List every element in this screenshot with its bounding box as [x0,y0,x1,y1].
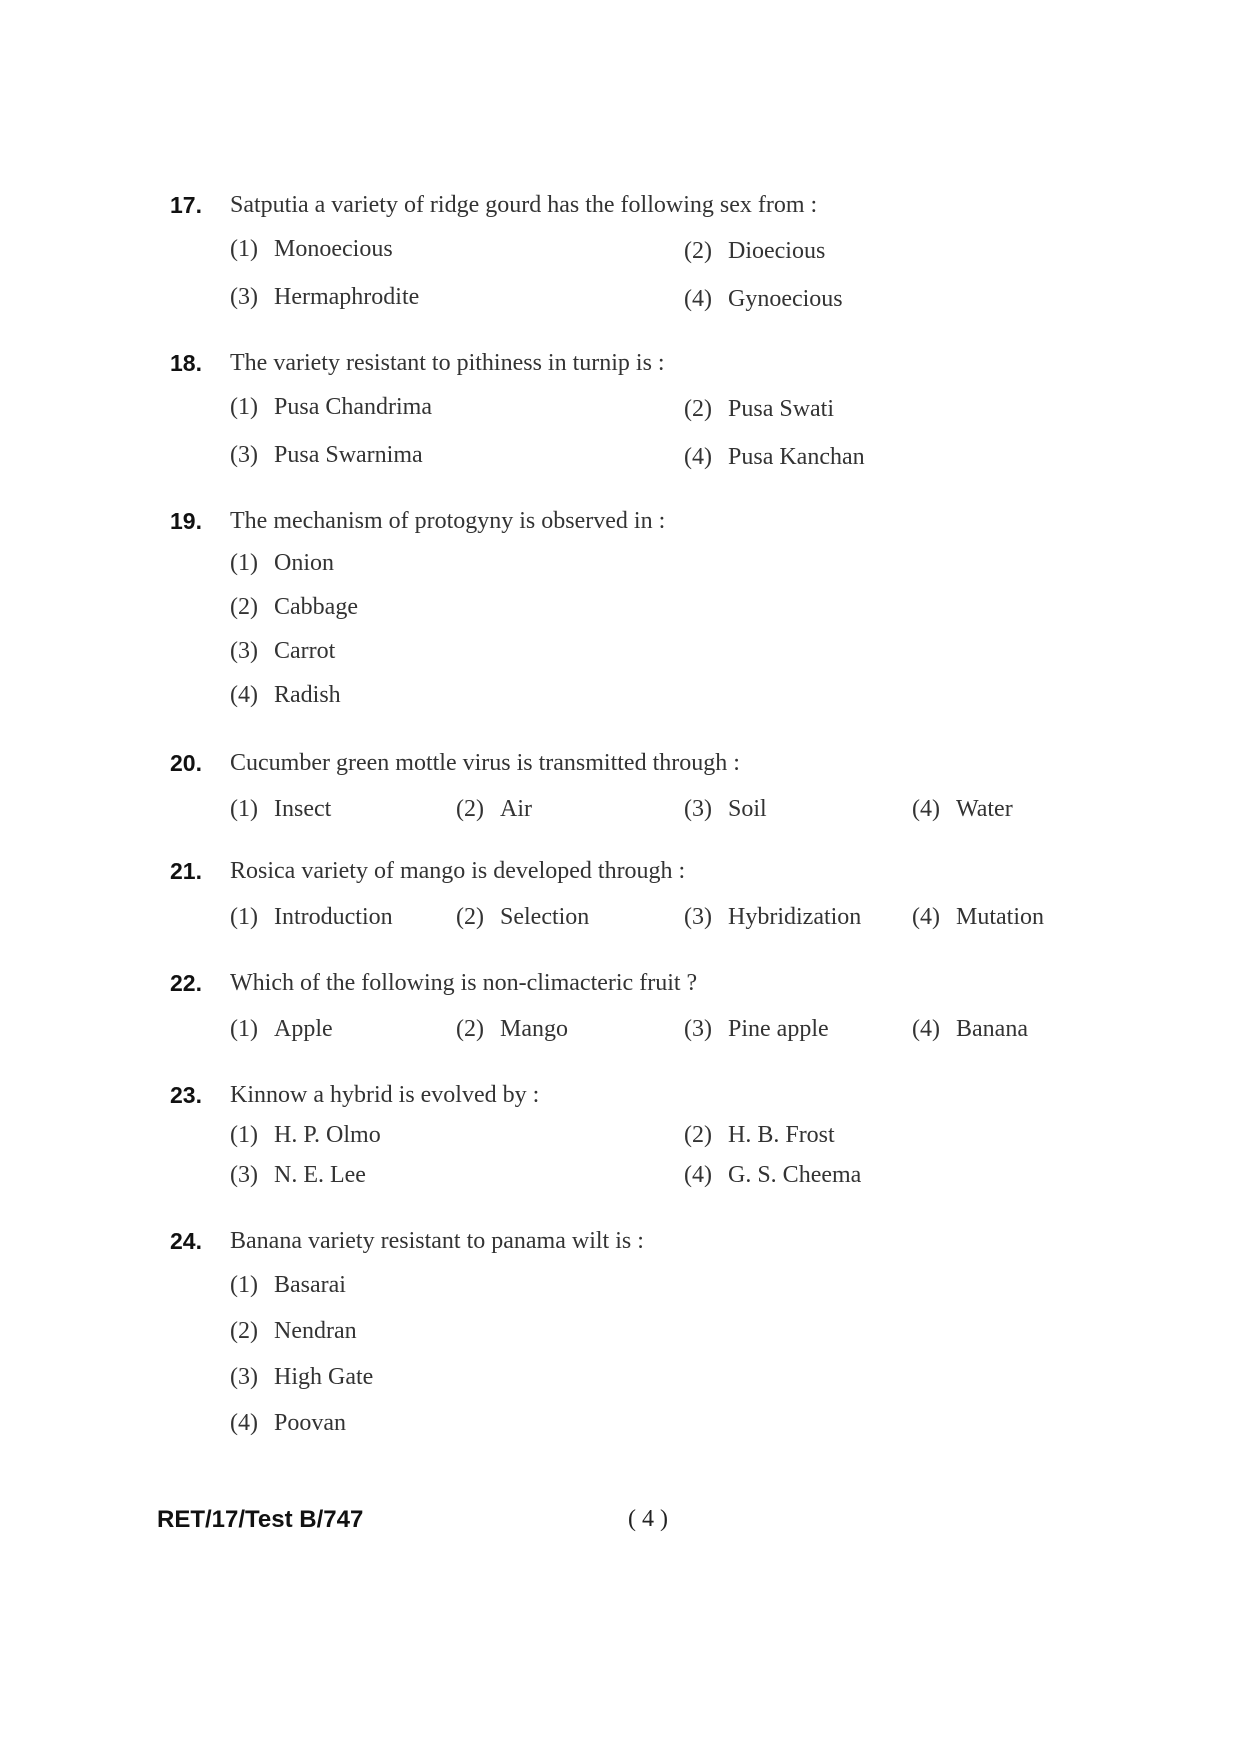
option-3: (3) Pine apple [684,1016,829,1042]
option-3: (3) High Gate [230,1364,374,1390]
option-1: (1) Onion [230,550,334,576]
option-4: (4) Radish [230,682,341,708]
question-number: 20. [170,750,202,776]
question-text: The mechanism of protogyny is observed in : [230,508,666,534]
option-1: (1) Insect [230,796,332,822]
page-number: ( 4 ) [628,1506,668,1532]
question-number: 24. [170,1228,202,1254]
option-3: (3) Soil [684,796,767,822]
option-1: (1) Apple [230,1016,333,1042]
option-3: (3) Pusa Swarnima [230,442,423,468]
question-text: Banana variety resistant to panama wilt is : [230,1228,644,1254]
option-2: (2) Air [456,796,532,822]
option-4: (4) Mutation [912,904,1044,930]
question-text: Cucumber green mottle virus is transmitted through : [230,750,740,776]
option-2: (2) Pusa Swati [684,396,835,422]
option-2: (2) Mango [456,1016,568,1042]
question-number: 17. [170,192,202,218]
question-number: 19. [170,508,202,534]
option-4: (4) Pusa Kanchan [684,444,865,470]
question-number: 18. [170,350,202,376]
question-number: 21. [170,858,202,884]
option-1: (1) H. P. Olmo [230,1122,381,1148]
question-text: Rosica variety of mango is developed through : [230,858,686,884]
option-1: (1) Introduction [230,904,393,930]
option-3: (3) Carrot [230,638,336,664]
question-text: The variety resistant to pithiness in turnip is : [230,350,665,376]
option-3: (3) Hermaphrodite [230,284,420,310]
option-3: (3) Hybridization [684,904,862,930]
option-1: (1) Pusa Chandrima [230,394,432,420]
question-text: Which of the following is non-climacteric fruit ? [230,970,698,996]
option-2: (2) Selection [456,904,590,930]
question-text: Kinnow a hybrid is evolved by : [230,1082,540,1108]
option-3: (3) N. E. Lee [230,1162,366,1188]
option-4: (4) Water [912,796,1013,822]
option-4: (4) Poovan [230,1410,346,1436]
option-4: (4) Banana [912,1016,1028,1042]
option-2: (2) Cabbage [230,594,358,620]
option-2: (2) Nendran [230,1318,357,1344]
question-number: 22. [170,970,202,996]
paper-code: RET/17/Test B/747 [157,1506,364,1533]
option-2: (2) H. B. Frost [684,1122,835,1148]
option-2: (2) Dioecious [684,238,826,264]
question-text: Satputia a variety of ridge gourd has the following sex from : [230,192,818,218]
option-1: (1) Monoecious [230,236,393,262]
option-4: (4) Gynoecious [684,286,843,312]
question-number: 23. [170,1082,202,1108]
option-1: (1) Basarai [230,1272,346,1298]
option-4: (4) G. S. Cheema [684,1162,862,1188]
